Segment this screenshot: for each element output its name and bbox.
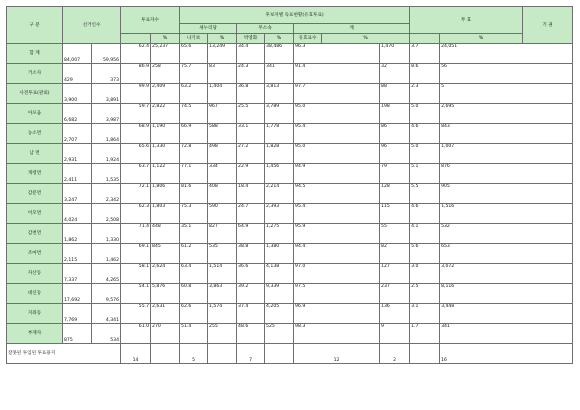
- invalid-votes: 237: [380, 284, 410, 304]
- abstain-value: 532: [440, 224, 573, 244]
- invalid-pct: 5.0: [410, 144, 440, 164]
- cand2-pct: 39.2: [237, 284, 265, 304]
- total-pct: 94.9: [294, 164, 380, 184]
- header-total-pct: %: [322, 34, 410, 44]
- cand1-votes: 1,803: [151, 204, 180, 224]
- votes-pct-value: 54.1: [121, 284, 151, 304]
- cand1-votes: 25,237: [151, 44, 180, 64]
- votes-value: 4,341: [92, 304, 121, 324]
- cand2-pct: 36.6: [237, 264, 265, 284]
- cand1-votes: 258: [151, 64, 180, 84]
- table-row: [7, 224, 573, 244]
- electors-value: 2,411: [63, 164, 92, 184]
- votes-pct-value: 55.7: [121, 304, 151, 324]
- invalid-votes: 115: [380, 204, 410, 224]
- cand1-votes: 1,806: [151, 184, 180, 204]
- abstain-value: 843: [440, 124, 573, 144]
- total-votes: 4,138: [265, 264, 294, 284]
- unreturned-blank1: [151, 344, 180, 364]
- header-cand2: 박영화: [237, 34, 265, 44]
- table-row-unreturned: [7, 344, 573, 364]
- invalid-pct: 3.1: [410, 304, 440, 324]
- header-party2: 무소속: [237, 24, 294, 34]
- unreturned-label: 잘못된 투입된 투표용지: [7, 344, 121, 364]
- cand2-pct: 27.2: [237, 144, 265, 164]
- total-pct: 97.5: [294, 284, 380, 304]
- total-pct: 95.9: [294, 224, 380, 244]
- electors-value: 7,337: [63, 264, 92, 284]
- votes-pct-value: 59.7: [121, 104, 151, 124]
- table-row: [7, 284, 573, 304]
- invalid-votes: 96: [380, 144, 410, 164]
- total-votes: 1,275: [265, 224, 294, 244]
- unreturned-blank3: [265, 344, 294, 364]
- votes-pct-value: 63.7: [121, 164, 151, 184]
- electors-value: 3,900: [63, 84, 92, 104]
- unreturned-votes: 14: [121, 344, 151, 364]
- electors-value: 3,247: [63, 184, 92, 204]
- row-name: 대신동: [7, 284, 63, 304]
- cand1-pct: 77.1: [180, 164, 208, 184]
- row-name: 사전투표(관외): [7, 84, 63, 104]
- cand1-pct: 35.1: [180, 224, 208, 244]
- invalid-pct: 1.7: [410, 324, 440, 344]
- electors-value: 875: [63, 324, 92, 344]
- header-votes-blank: [121, 34, 151, 44]
- header-abstain: 기 권: [523, 7, 573, 44]
- row-name: 개령면: [7, 164, 63, 184]
- abstain-value: 3,072: [440, 264, 573, 284]
- votes-pct-value: 86.9: [121, 64, 151, 84]
- total-pct: 95.0: [294, 144, 380, 164]
- total-pct: 98.3: [294, 324, 380, 344]
- total-pct: 95.0: [294, 104, 380, 124]
- cand2-votes: 1,514: [208, 264, 237, 284]
- invalid-votes: 9: [380, 324, 410, 344]
- abstain-value: 2,695: [440, 104, 573, 124]
- total-votes: 3,789: [265, 104, 294, 124]
- electors-value: 2,931: [63, 144, 92, 164]
- abstain-value: 341: [440, 324, 573, 344]
- electors-value: 429: [63, 64, 92, 84]
- abstain-value: 653: [440, 244, 573, 264]
- votes-value: 373: [92, 64, 121, 84]
- invalid-pct: 3.7: [410, 44, 440, 64]
- cand1-pct: 66.9: [180, 124, 208, 144]
- unreturned-blank4: [410, 344, 440, 364]
- abstain-value: 1,516: [440, 204, 573, 224]
- row-name: 지좌동: [7, 304, 63, 324]
- unreturned-blank2: [208, 344, 237, 364]
- header-party1: 새누리당: [180, 24, 237, 34]
- cand2-votes: 255: [208, 324, 237, 344]
- cand2-pct: 36.8: [237, 84, 265, 104]
- invalid-votes: 127: [380, 264, 410, 284]
- votes-value: 59,956: [92, 44, 121, 64]
- table-row: [7, 44, 573, 64]
- header-votes-pct: %: [151, 34, 180, 44]
- invalid-pct: 5.0: [410, 104, 440, 124]
- invalid-pct: 3.0: [410, 264, 440, 284]
- votes-pct-value: 61.0: [121, 324, 151, 344]
- cand2-votes: 588: [208, 124, 237, 144]
- election-result-table: [6, 6, 573, 364]
- unreturned-total: 12: [294, 344, 380, 364]
- table-row: [7, 324, 573, 344]
- table-row: [7, 184, 573, 204]
- row-name: 농소면: [7, 124, 63, 144]
- unreturned-c1: 5: [180, 344, 208, 364]
- cand2-votes: 967: [208, 104, 237, 124]
- header-inv-pct: %: [440, 34, 523, 44]
- votes-value: 1,462: [92, 244, 121, 264]
- votes-value: 3,987: [92, 104, 121, 124]
- votes-value: 1,864: [92, 124, 121, 144]
- cand1-votes: 1,190: [151, 124, 180, 144]
- total-pct: 97.7: [294, 84, 380, 104]
- unreturned-inv: 2: [380, 344, 410, 364]
- votes-pct-value: 62.4: [121, 44, 151, 64]
- table-row: [7, 244, 573, 264]
- header-valid-count: 유효표수: [294, 34, 322, 44]
- invalid-pct: 2.3: [410, 84, 440, 104]
- total-votes: 341: [265, 64, 294, 84]
- votes-value: 2,342: [92, 184, 121, 204]
- abstain-value: 3,448: [440, 304, 573, 324]
- cand1-pct: 60.8: [180, 284, 208, 304]
- votes-pct-value: 69.1: [121, 244, 151, 264]
- abstain-value: 876: [440, 164, 573, 184]
- cand2-pct: 37.4: [237, 304, 265, 324]
- cand2-votes: 408: [208, 184, 237, 204]
- cand1-votes: 2,409: [151, 84, 180, 104]
- votes-value: 1,924: [92, 144, 121, 164]
- cand2-votes: 1,574: [208, 304, 237, 324]
- total-votes: 1,828: [265, 144, 294, 164]
- invalid-pct: 4.1: [410, 224, 440, 244]
- votes-value: 9,576: [92, 284, 121, 304]
- cand1-pct: 72.8: [180, 144, 208, 164]
- cand1-pct: 81.6: [180, 184, 208, 204]
- electors-value: 1,862: [63, 224, 92, 244]
- cand1-pct: 65.6: [180, 44, 208, 64]
- cand2-pct: 64.9: [237, 224, 265, 244]
- header-inv-blank: [410, 34, 440, 44]
- cand1-pct: 63.2: [180, 84, 208, 104]
- votes-pct-value: 65.6: [121, 144, 151, 164]
- cand2-votes: 498: [208, 144, 237, 164]
- total-votes: 2,214: [265, 184, 294, 204]
- total-pct: 91.4: [294, 64, 380, 84]
- cand1-pct: 74.5: [180, 104, 208, 124]
- cand2-votes: 3,863: [208, 284, 237, 304]
- votes-pct-value: 99.9: [121, 84, 151, 104]
- cand2-pct: 38.8: [237, 244, 265, 264]
- cand1-votes: 2,624: [151, 264, 180, 284]
- cand1-pct: 75.7: [180, 64, 208, 84]
- votes-pct-value: 72.1: [121, 184, 151, 204]
- row-name: 부재자: [7, 324, 63, 344]
- invalid-votes: 1,470: [380, 44, 410, 64]
- votes-pct-value: 71.4: [121, 224, 151, 244]
- header-cand1-pct: %: [208, 34, 237, 44]
- table-row: [7, 164, 573, 184]
- cand2-votes: 590: [208, 204, 237, 224]
- cand1-votes: 5,876: [151, 284, 180, 304]
- invalid-pct: 5.6: [410, 244, 440, 264]
- votes-value: 2,508: [92, 204, 121, 224]
- row-name: 조마면: [7, 244, 63, 264]
- cand2-votes: 1,404: [208, 84, 237, 104]
- cand1-votes: 2,822: [151, 104, 180, 124]
- row-name: 남 면: [7, 144, 63, 164]
- votes-pct-value: 62.3: [121, 204, 151, 224]
- cand1-pct: 62.6: [180, 304, 208, 324]
- cand1-votes: 1,122: [151, 164, 180, 184]
- invalid-votes: 86: [380, 124, 410, 144]
- cand1-votes: 1,330: [151, 144, 180, 164]
- row-name: 자산동: [7, 264, 63, 284]
- cand1-votes: 845: [151, 244, 180, 264]
- total-pct: 94.4: [294, 244, 380, 264]
- table-row: [7, 64, 573, 84]
- row-name: 어모면: [7, 204, 63, 224]
- total-votes: 525: [265, 324, 294, 344]
- total-votes: 4,205: [265, 304, 294, 324]
- cand2-votes: 535: [208, 244, 237, 264]
- row-name: 합 계: [7, 44, 63, 64]
- unreturned-abstain: 16: [440, 344, 573, 364]
- votes-pct-value: 68.9: [121, 124, 151, 144]
- cand2-pct: 22.9: [237, 164, 265, 184]
- cand1-pct: 63.4: [180, 264, 208, 284]
- total-pct: 95.4: [294, 124, 380, 144]
- total-votes: 1,380: [265, 244, 294, 264]
- total-pct: 95.4: [294, 204, 380, 224]
- abstain-value: 5: [440, 84, 573, 104]
- total-votes: 38,486: [265, 44, 294, 64]
- cand1-votes: 448: [151, 224, 180, 244]
- cand1-pct: 75.3: [180, 204, 208, 224]
- header-invalid: 무 효: [410, 7, 523, 34]
- invalid-votes: 88: [380, 84, 410, 104]
- invalid-pct: 4.6: [410, 124, 440, 144]
- unreturned-c2: 7: [237, 344, 265, 364]
- cand2-votes: 827: [208, 224, 237, 244]
- votes-value: 1,535: [92, 164, 121, 184]
- invalid-pct: 2.5: [410, 284, 440, 304]
- header-votes: 투표자수: [121, 7, 180, 34]
- total-votes: 9,339: [265, 284, 294, 304]
- invalid-pct: 5.1: [410, 164, 440, 184]
- invalid-votes: 79: [380, 164, 410, 184]
- cand2-votes: 334: [208, 164, 237, 184]
- table-row: [7, 264, 573, 284]
- header-electors: 선거인수: [63, 7, 121, 44]
- invalid-votes: 198: [380, 104, 410, 124]
- abstain-value: 8,116: [440, 284, 573, 304]
- total-pct: 97.0: [294, 264, 380, 284]
- cand2-pct: 24.3: [237, 64, 265, 84]
- cand1-pct: 51.4: [180, 324, 208, 344]
- votes-value: 534: [92, 324, 121, 344]
- cand1-votes: 2,631: [151, 304, 180, 324]
- electors-value: 4,024: [63, 204, 92, 224]
- votes-value: 3,891: [92, 84, 121, 104]
- header-candidate-votes: 후보자별 득표현황(유효투표): [180, 7, 410, 24]
- row-name: 감문면: [7, 184, 63, 204]
- cand2-pct: 24.7: [237, 204, 265, 224]
- abstain-value: 1,007: [440, 144, 573, 164]
- total-pct: 94.5: [294, 184, 380, 204]
- total-votes: 1,456: [265, 164, 294, 184]
- cand2-pct: 34.4: [237, 44, 265, 64]
- total-pct: 96.3: [294, 44, 380, 64]
- invalid-votes: 82: [380, 244, 410, 264]
- invalid-votes: 128: [380, 184, 410, 204]
- table-row: [7, 304, 573, 324]
- table-row: [7, 104, 573, 124]
- invalid-pct: 4.6: [410, 204, 440, 224]
- invalid-pct: 5.5: [410, 184, 440, 204]
- abstain-value: 905: [440, 184, 573, 204]
- total-pct: 96.9: [294, 304, 380, 324]
- electors-value: 17,692: [63, 284, 92, 304]
- invalid-votes: 32: [380, 64, 410, 84]
- row-name: 거소자: [7, 64, 63, 84]
- abstain-value: 56: [440, 64, 573, 84]
- votes-pct-value: 58.1: [121, 264, 151, 284]
- cand1-pct: 61.2: [180, 244, 208, 264]
- electors-value: 2,115: [63, 244, 92, 264]
- header-cand1: 나기보: [180, 34, 208, 44]
- total-votes: 3,813: [265, 84, 294, 104]
- header-cand2-pct: %: [265, 34, 294, 44]
- table-row: [7, 144, 573, 164]
- electors-value: 84,007: [63, 44, 92, 64]
- table-row: [7, 204, 573, 224]
- row-name: 감천면: [7, 224, 63, 244]
- cand2-pct: 48.6: [237, 324, 265, 344]
- cand2-votes: 83: [208, 64, 237, 84]
- invalid-votes: 136: [380, 304, 410, 324]
- total-votes: 2,393: [265, 204, 294, 224]
- electors-value: 7,769: [63, 304, 92, 324]
- header-total: 계: [294, 24, 410, 34]
- table-row: [7, 84, 573, 104]
- electors-value: 2,707: [63, 124, 92, 144]
- row-name: 아포읍: [7, 104, 63, 124]
- invalid-pct: 8.6: [410, 64, 440, 84]
- cand1-votes: 270: [151, 324, 180, 344]
- electors-value: 6,682: [63, 104, 92, 124]
- cand2-pct: 25.5: [237, 104, 265, 124]
- cand2-votes: 13,249: [208, 44, 237, 64]
- header-gubun: 구 분: [7, 7, 63, 44]
- votes-value: 1,330: [92, 224, 121, 244]
- cand2-pct: 33.1: [237, 124, 265, 144]
- cand2-pct: 18.4: [237, 184, 265, 204]
- invalid-votes: 55: [380, 224, 410, 244]
- table-row: [7, 124, 573, 144]
- total-votes: 1,778: [265, 124, 294, 144]
- abstain-value: 24,051: [440, 44, 573, 64]
- votes-value: 4,265: [92, 264, 121, 284]
